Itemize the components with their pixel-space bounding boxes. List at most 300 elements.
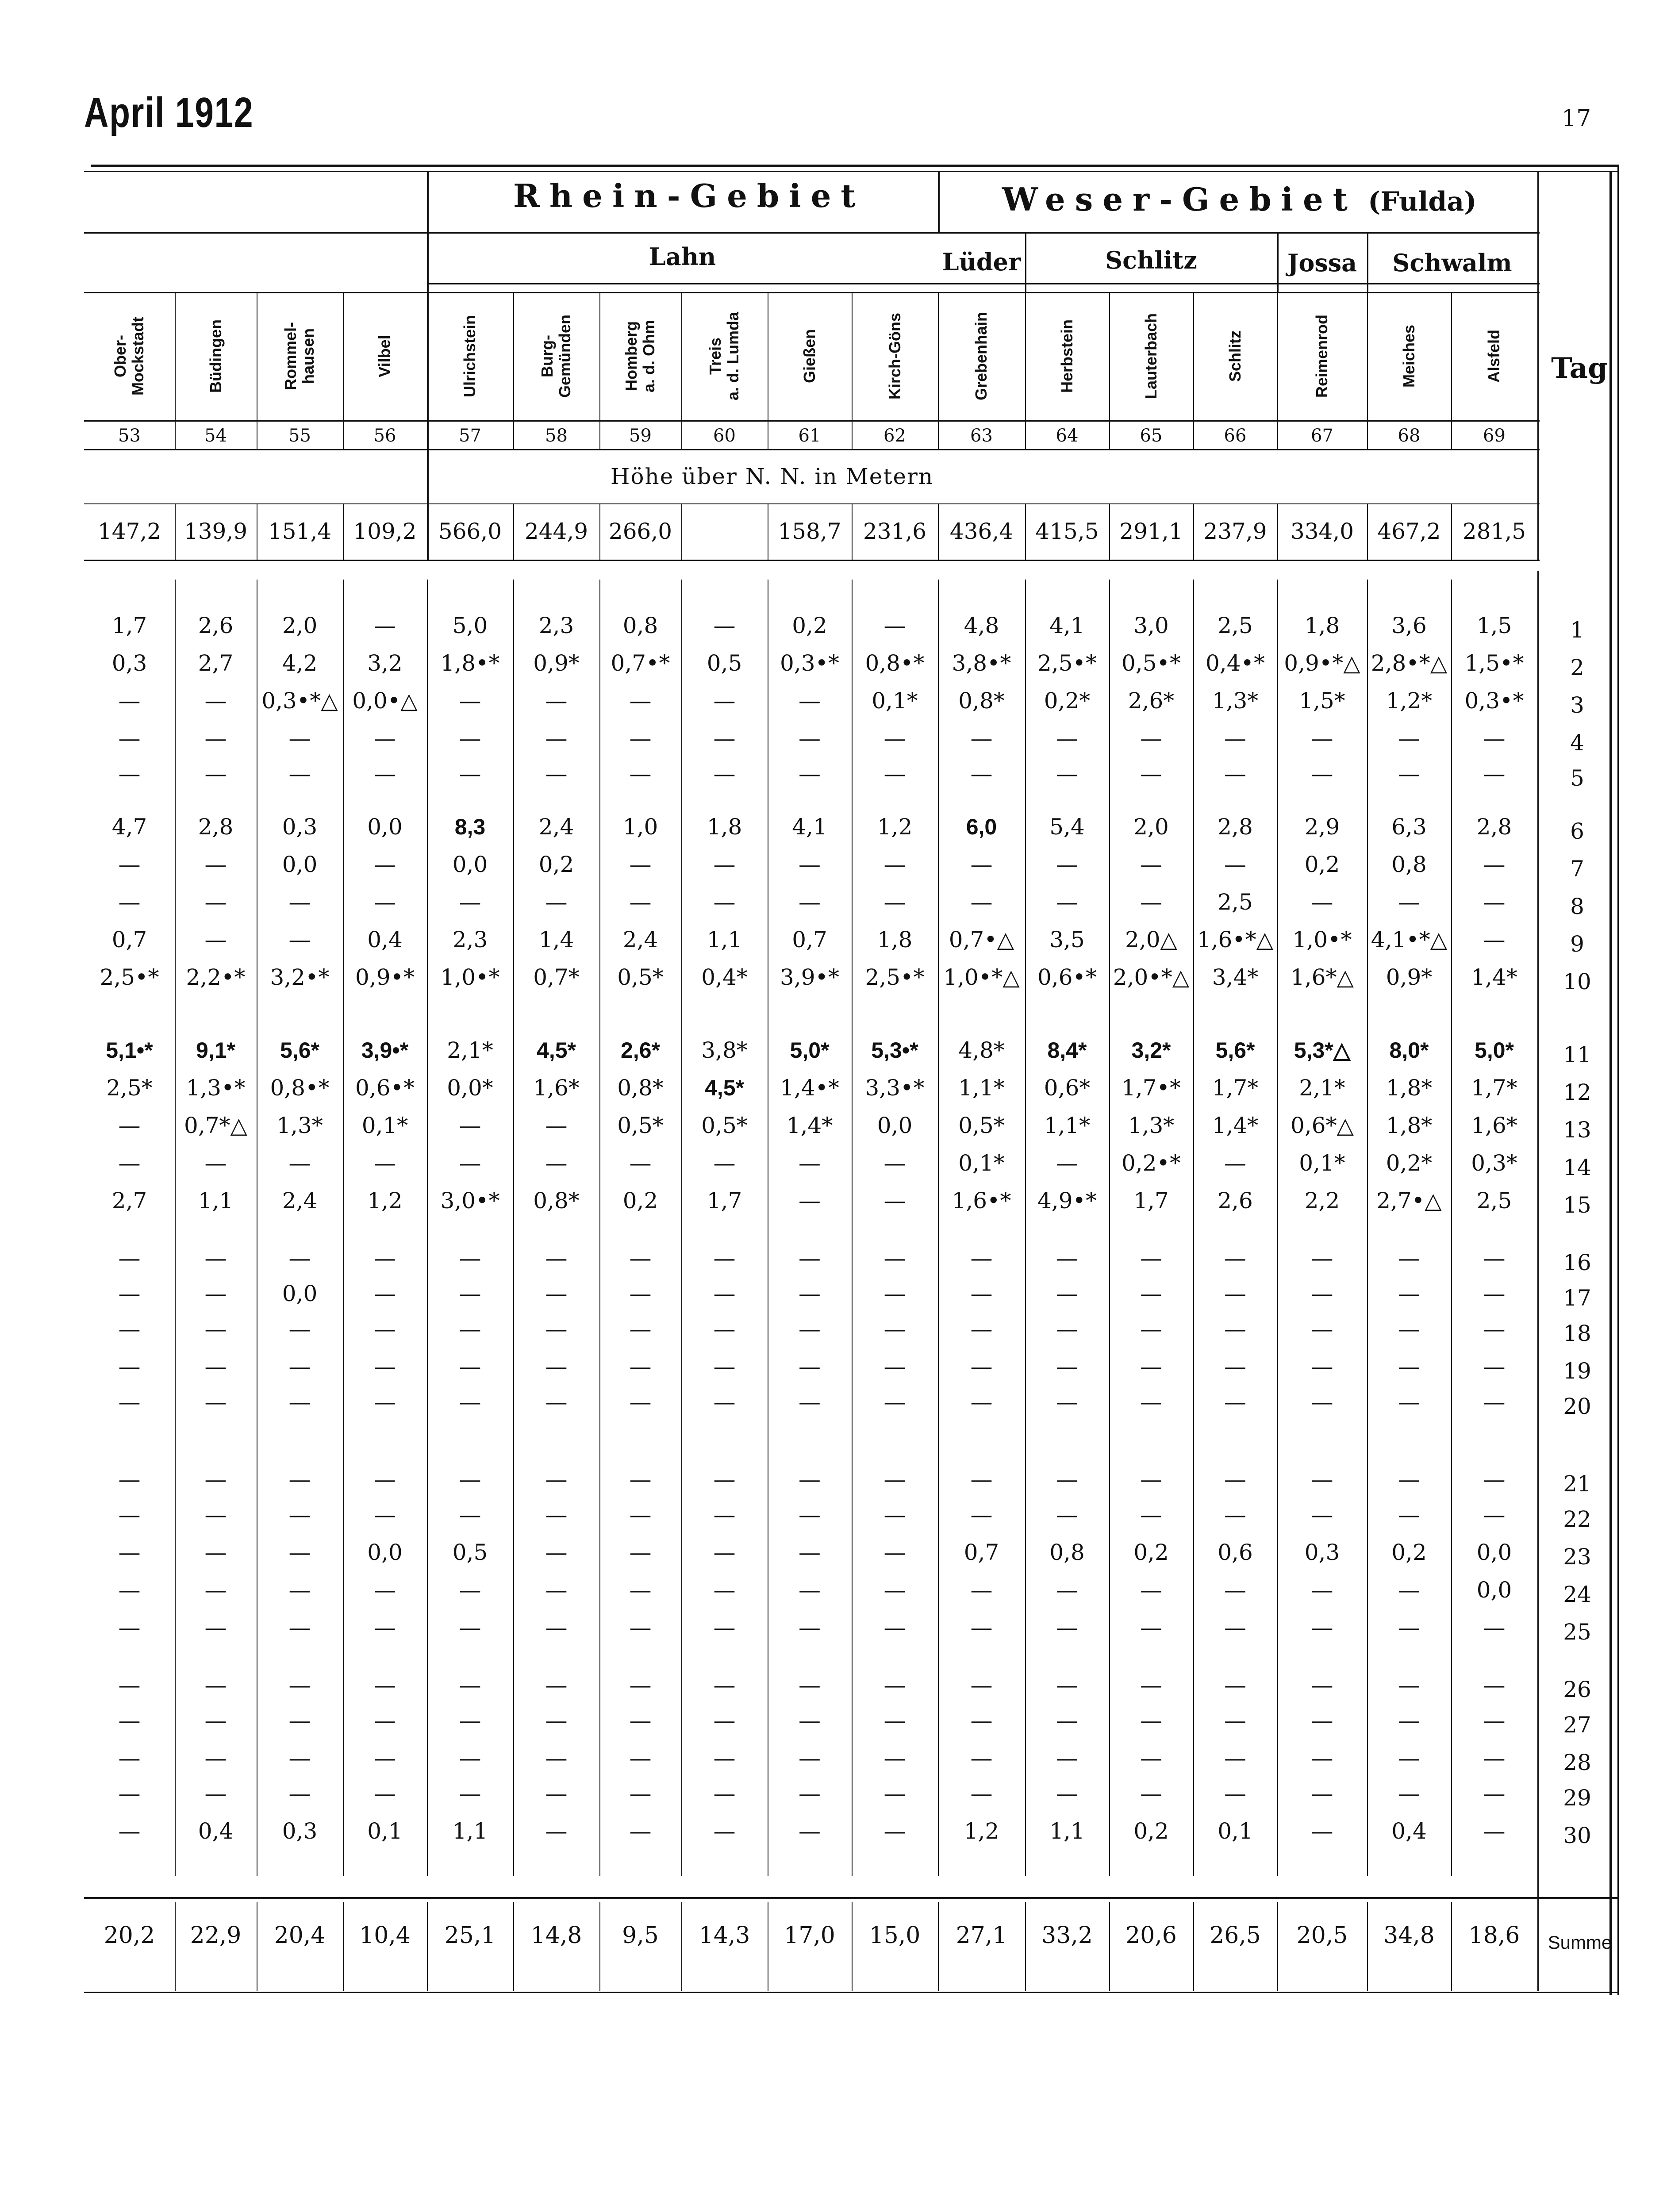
table-cell: —	[1140, 1281, 1162, 1306]
table-cell: 2,6*	[1128, 688, 1175, 714]
table-cell: 4,2	[282, 650, 318, 676]
table-cell: —	[713, 1354, 736, 1379]
table-cell: 0,7•*	[611, 650, 670, 676]
table-cell: —	[118, 1389, 141, 1415]
table-cell: 1,2	[367, 1188, 403, 1214]
table-cell: —	[1398, 1615, 1420, 1640]
table-cell: —	[288, 1745, 311, 1771]
day-number: 15	[1563, 1192, 1591, 1218]
table-cell: —	[1140, 1502, 1162, 1528]
table-cell: —	[288, 1467, 311, 1492]
station-elevation: 266,0	[608, 518, 672, 544]
table-cell: —	[545, 1245, 568, 1271]
table-cell: —	[288, 1708, 311, 1733]
table-cell: —	[1311, 1781, 1333, 1806]
table-cell: —	[374, 1467, 396, 1492]
table-cell: —	[204, 927, 227, 952]
sum-value: 26,5	[1210, 1922, 1261, 1949]
table-cell: —	[1140, 761, 1162, 787]
table-cell: —	[799, 1150, 821, 1176]
table-cell: 2,7	[198, 650, 234, 676]
horizontal-rule	[84, 232, 1540, 234]
table-cell: —	[629, 761, 652, 787]
subgroup-jossa: Jossa	[1287, 249, 1357, 277]
day-number: 4	[1570, 730, 1584, 756]
station-name-text: Ulrichstein	[461, 315, 479, 398]
table-cell: 1,6*△	[1291, 964, 1354, 990]
table-cell: —	[204, 1467, 227, 1492]
day-number: 3	[1570, 692, 1584, 718]
station-name-text: Grebenhain	[972, 311, 991, 401]
sum-value: 27,1	[956, 1922, 1007, 1949]
table-cell: 1,7*	[1471, 1075, 1517, 1101]
table-cell: —	[713, 1467, 736, 1492]
table-cell: —	[799, 1467, 821, 1492]
table-cell: 0,3	[111, 650, 147, 676]
table-cell: —	[288, 1672, 311, 1698]
station-name-text: Burg- Gemünden	[538, 314, 574, 398]
table-cell: —	[713, 1389, 736, 1415]
table-cell: 0,1*	[872, 688, 918, 714]
table-cell: —	[629, 1615, 652, 1640]
table-cell: 2,7	[111, 1188, 147, 1214]
vertical-rule	[1537, 571, 1539, 1991]
table-cell: —	[1224, 1745, 1246, 1771]
table-cell: —	[1224, 852, 1246, 877]
table-cell: —	[204, 1316, 227, 1342]
table-cell: —	[1311, 1316, 1333, 1342]
table-cell: —	[799, 1245, 821, 1271]
table-cell: —	[459, 1781, 481, 1806]
table-cell: —	[970, 726, 993, 751]
table-cell: —	[1483, 726, 1506, 751]
table-cell: —	[118, 852, 141, 877]
table-cell: —	[1056, 1745, 1078, 1771]
table-cell: —	[799, 1540, 821, 1565]
day-number: 30	[1563, 1823, 1591, 1848]
station-number: 59	[629, 426, 652, 446]
table-cell: —	[1398, 1316, 1420, 1342]
table-cell: —	[459, 1354, 481, 1379]
table-cell: —	[545, 889, 568, 915]
horizontal-rule	[91, 165, 1619, 167]
table-cell: —	[799, 761, 821, 787]
table-cell: 0,2	[1391, 1540, 1427, 1565]
table-cell: 1,1	[198, 1188, 234, 1214]
table-cell: 0,0	[282, 852, 318, 877]
station-name-text: Vilbel	[375, 335, 394, 377]
vertical-rule	[1537, 171, 1539, 560]
table-cell: —	[1140, 726, 1162, 751]
table-cell: —	[1311, 1354, 1333, 1379]
table-cell: 0,0	[282, 1281, 318, 1306]
horizontal-rule	[84, 503, 1540, 504]
table-cell: 0,0	[452, 852, 488, 877]
table-cell: —	[1483, 889, 1506, 915]
table-cell: 5,6*	[280, 1038, 319, 1063]
table-cell: —	[629, 1502, 652, 1528]
table-cell: 0,2*	[1386, 1150, 1433, 1176]
group-weser-sub: (Fulda)	[1368, 186, 1477, 217]
table-cell: 9,1*	[196, 1038, 235, 1063]
table-cell: —	[1140, 852, 1162, 877]
station-name-65	[1109, 290, 1193, 422]
day-number: 25	[1563, 1619, 1591, 1645]
station-elevation: 147,2	[97, 518, 161, 544]
table-cell: —	[629, 688, 652, 714]
table-cell: —	[629, 1150, 652, 1176]
table-cell: —	[545, 1150, 568, 1176]
sum-value: 20,6	[1125, 1922, 1177, 1949]
day-number: 18	[1563, 1321, 1591, 1346]
table-cell: —	[1056, 1615, 1078, 1640]
table-cell: —	[799, 1672, 821, 1698]
table-cell: —	[713, 1540, 736, 1565]
table-cell: —	[629, 726, 652, 751]
table-cell: 4,7	[111, 814, 147, 840]
table-cell: —	[118, 726, 141, 751]
table-cell: —	[545, 1354, 568, 1379]
table-cell: 1,4•*	[780, 1075, 839, 1101]
table-cell: 1,3*	[1212, 688, 1259, 714]
day-number: 12	[1563, 1079, 1591, 1105]
table-cell: —	[288, 1316, 311, 1342]
table-cell: —	[970, 1245, 993, 1271]
table-cell: 5,0*	[790, 1038, 830, 1063]
table-cell: 0,5	[452, 1540, 488, 1565]
table-cell: —	[799, 1502, 821, 1528]
table-cell: 2,5•*	[1037, 650, 1097, 676]
table-cell: —	[1311, 761, 1333, 787]
table-cell: —	[1398, 1281, 1420, 1306]
table-cell: 0,3	[282, 814, 318, 840]
sum-value: 18,6	[1468, 1922, 1520, 1949]
table-cell: 0,8*	[958, 688, 1005, 714]
station-elevation: 237,9	[1203, 518, 1267, 544]
table-cell: —	[883, 1389, 906, 1415]
table-cell: 1,0•*	[1292, 927, 1352, 952]
table-cell: —	[799, 1389, 821, 1415]
table-cell: —	[799, 852, 821, 877]
table-cell: —	[374, 1502, 396, 1528]
table-cell: —	[459, 1281, 481, 1306]
table-cell: 0,3•*	[1464, 688, 1524, 714]
table-cell: —	[629, 1245, 652, 1271]
table-cell: 1,1	[707, 927, 742, 952]
table-cell: 0,6*	[1044, 1075, 1091, 1101]
station-name-53	[84, 290, 175, 422]
table-cell: —	[118, 1577, 141, 1603]
table-cell: 1,7	[1133, 1188, 1169, 1214]
day-number: 2	[1570, 655, 1584, 680]
table-cell: —	[204, 852, 227, 877]
table-cell: 2,3	[452, 927, 488, 952]
table-cell: 3,8*	[701, 1037, 748, 1063]
day-number: 21	[1563, 1471, 1591, 1497]
table-cell: —	[970, 889, 993, 915]
page-number: 17	[1562, 105, 1591, 132]
table-cell: —	[1398, 1502, 1420, 1528]
table-cell: 0,5	[707, 650, 742, 676]
table-cell: 3,9•*	[780, 964, 839, 990]
table-cell: —	[1224, 1781, 1246, 1806]
day-number: 22	[1563, 1506, 1591, 1532]
station-elevation: 415,5	[1035, 518, 1099, 544]
table-cell: —	[883, 1467, 906, 1492]
station-elevation: 566,0	[438, 518, 502, 544]
table-cell: 0,4	[198, 1818, 234, 1844]
table-cell: —	[970, 1781, 993, 1806]
table-cell: 2,8	[198, 814, 234, 840]
table-cell: —	[1140, 1781, 1162, 1806]
table-cell: —	[883, 726, 906, 751]
table-cell: 3,0•*	[440, 1188, 500, 1214]
table-cell: —	[970, 1708, 993, 1733]
table-cell: —	[118, 761, 141, 787]
table-cell: 3,5	[1049, 927, 1085, 952]
table-cell: 4,5*	[705, 1075, 744, 1100]
table-cell: 1,8	[877, 927, 913, 952]
table-cell: 5,0*	[1475, 1038, 1514, 1063]
table-cell: —	[970, 1672, 993, 1698]
table-cell: —	[629, 1389, 652, 1415]
table-cell: 5,1•*	[106, 1038, 153, 1063]
table-cell: 1,7	[111, 613, 147, 638]
table-cell: 2,8•*△	[1371, 650, 1448, 676]
table-cell: —	[204, 761, 227, 787]
table-cell: —	[1140, 1745, 1162, 1771]
table-cell: —	[118, 1281, 141, 1306]
table-cell: —	[1483, 761, 1506, 787]
table-cell: —	[374, 852, 396, 877]
table-cell: —	[118, 1672, 141, 1698]
table-cell: —	[713, 1316, 736, 1342]
table-cell: —	[288, 1577, 311, 1603]
table-cell: —	[1311, 1467, 1333, 1492]
station-name-54	[175, 290, 257, 422]
table-cell: —	[1483, 927, 1506, 952]
station-elevation: 334,0	[1290, 518, 1354, 544]
table-cell: —	[799, 1188, 821, 1214]
sum-value: 10,4	[359, 1922, 411, 1949]
table-cell: —	[970, 1316, 993, 1342]
day-number: 17	[1563, 1285, 1591, 1311]
table-cell: 2,0△	[1125, 927, 1177, 952]
table-cell: 4,5*	[537, 1038, 576, 1063]
table-cell: —	[1056, 889, 1078, 915]
station-elevation: 231,6	[863, 518, 927, 544]
table-cell: —	[1140, 1316, 1162, 1342]
table-cell: 5,6*	[1215, 1038, 1255, 1063]
table-cell: 4,1	[792, 814, 827, 840]
table-cell: —	[1056, 1354, 1078, 1379]
table-cell: —	[204, 1245, 227, 1271]
table-cell: —	[713, 688, 736, 714]
table-cell: —	[374, 1672, 396, 1698]
table-cell: 3,8•*	[952, 650, 1011, 676]
vertical-rule	[1617, 165, 1619, 1995]
station-name-59	[599, 290, 681, 422]
station-name-text: Herbstein	[1057, 319, 1076, 393]
table-cell: —	[118, 1245, 141, 1271]
table-cell: —	[629, 1672, 652, 1698]
table-cell: 0,3	[282, 1818, 318, 1844]
table-cell: —	[629, 1745, 652, 1771]
table-cell: —	[713, 889, 736, 915]
table-cell: —	[545, 1502, 568, 1528]
table-cell: —	[1311, 1281, 1333, 1306]
table-cell: —	[713, 1708, 736, 1733]
table-cell: —	[288, 761, 311, 787]
table-cell: —	[1311, 1818, 1333, 1844]
table-cell: —	[1483, 1281, 1506, 1306]
table-cell: 0,3*	[1471, 1150, 1517, 1176]
station-name-60	[681, 290, 768, 422]
table-cell: —	[970, 852, 993, 877]
table-cell: 0,6	[1218, 1540, 1253, 1565]
table-cell: 1,8*	[1386, 1113, 1433, 1138]
table-cell: —	[883, 1708, 906, 1733]
table-cell: —	[204, 1281, 227, 1306]
station-name-text: Reimenrod	[1313, 314, 1331, 398]
vertical-rule	[1609, 171, 1612, 1995]
table-cell: —	[204, 688, 227, 714]
table-cell: —	[713, 613, 736, 638]
table-cell: —	[118, 1502, 141, 1528]
table-cell: —	[1224, 1245, 1246, 1271]
table-cell: —	[970, 1281, 993, 1306]
table-cell: —	[1311, 1502, 1333, 1528]
table-cell: 0,9*	[533, 650, 580, 676]
sum-value: 20,5	[1296, 1922, 1348, 1949]
table-cell: —	[1140, 1245, 1162, 1271]
table-cell: —	[1483, 1245, 1506, 1271]
table-cell: 0,7*	[533, 964, 580, 990]
table-cell: 2,7•△	[1376, 1188, 1442, 1214]
table-cell: —	[1483, 1818, 1506, 1844]
table-cell: —	[204, 1150, 227, 1176]
table-cell: 3,3•*	[865, 1075, 925, 1101]
table-cell: —	[1483, 1389, 1506, 1415]
table-cell: —	[1398, 1781, 1420, 1806]
sum-value: 33,2	[1041, 1922, 1093, 1949]
table-cell: —	[1056, 1245, 1078, 1271]
table-cell: 0,5*	[701, 1113, 748, 1138]
table-cell: 0,8	[1049, 1540, 1085, 1565]
table-cell: 0,6*△	[1291, 1113, 1354, 1138]
table-cell: —	[799, 1708, 821, 1733]
table-cell: —	[1311, 1577, 1333, 1603]
day-number: 7	[1570, 856, 1584, 882]
table-cell: 1,0•*	[440, 964, 500, 990]
table-cell: —	[799, 889, 821, 915]
table-cell: 0,2	[1304, 852, 1340, 877]
table-cell: —	[1311, 726, 1333, 751]
table-cell: —	[1311, 1708, 1333, 1733]
table-cell: —	[459, 889, 481, 915]
sum-value: 34,8	[1383, 1922, 1435, 1949]
table-cell: 1,0	[622, 814, 658, 840]
table-cell: —	[1056, 761, 1078, 787]
station-number: 65	[1140, 426, 1163, 446]
table-cell: —	[374, 1354, 396, 1379]
table-cell: —	[118, 1150, 141, 1176]
table-cell: —	[288, 1502, 311, 1528]
table-cell: —	[799, 1354, 821, 1379]
table-cell: —	[204, 1745, 227, 1771]
table-cell: 1,2	[877, 814, 913, 840]
day-number: 20	[1563, 1394, 1591, 1419]
table-cell: —	[629, 1708, 652, 1733]
table-cell: —	[1224, 726, 1246, 751]
table-cell: 1,2*	[1386, 688, 1433, 714]
station-elevation: 158,7	[778, 518, 841, 544]
table-cell: 5,0	[452, 613, 488, 638]
day-number: 8	[1570, 894, 1584, 919]
table-cell: —	[883, 1672, 906, 1698]
table-cell: —	[629, 1781, 652, 1806]
table-cell: —	[1311, 1745, 1333, 1771]
station-number: 56	[373, 426, 396, 446]
table-cell: 1,1*	[1044, 1113, 1091, 1138]
station-number: 67	[1311, 426, 1333, 446]
table-cell: —	[288, 1540, 311, 1565]
table-cell: —	[713, 1502, 736, 1528]
table-cell: —	[713, 1577, 736, 1603]
table-cell: —	[1224, 1150, 1246, 1176]
table-cell: —	[1140, 1467, 1162, 1492]
table-cell: —	[1311, 1615, 1333, 1640]
table-cell: 1,6•*△	[1197, 927, 1274, 952]
station-name-69	[1451, 290, 1537, 422]
table-cell: 1,4	[538, 927, 574, 952]
day-number: 10	[1563, 969, 1591, 995]
table-cell: —	[118, 1745, 141, 1771]
station-elevation: 139,9	[184, 518, 248, 544]
day-number: 29	[1563, 1785, 1591, 1811]
vertical-rule	[681, 503, 682, 560]
table-cell: —	[1483, 852, 1506, 877]
table-cell: 2,5	[1218, 889, 1253, 915]
table-cell: —	[374, 761, 396, 787]
table-cell: 2,4	[622, 927, 658, 952]
table-cell: —	[118, 1818, 141, 1844]
table-cell: 0,2	[1133, 1540, 1169, 1565]
table-cell: —	[1056, 726, 1078, 751]
table-cell: —	[459, 688, 481, 714]
subgroup-schwalm: Schwalm	[1392, 249, 1512, 277]
table-cell: —	[1483, 1708, 1506, 1733]
table-cell: 3,4*	[1212, 964, 1259, 990]
table-cell: —	[629, 1540, 652, 1565]
table-cell: —	[713, 1281, 736, 1306]
table-cell: —	[629, 1354, 652, 1379]
table-cell: —	[713, 1781, 736, 1806]
table-cell: —	[374, 1150, 396, 1176]
table-cell: 2,6	[198, 613, 234, 638]
table-cell: —	[883, 1281, 906, 1306]
table-cell: —	[1483, 1672, 1506, 1698]
station-elevation: 281,5	[1462, 518, 1526, 544]
table-cell: 8,3	[454, 814, 486, 839]
station-number: 58	[545, 426, 568, 446]
horizontal-rule	[84, 1897, 1619, 1899]
station-name-text: Rommel- hausen	[281, 322, 318, 391]
table-cell: 0,4*	[701, 964, 748, 990]
station-name-text: Homberg a. d. Ohm	[622, 319, 658, 393]
table-cell: —	[799, 1818, 821, 1844]
table-cell: —	[204, 1577, 227, 1603]
